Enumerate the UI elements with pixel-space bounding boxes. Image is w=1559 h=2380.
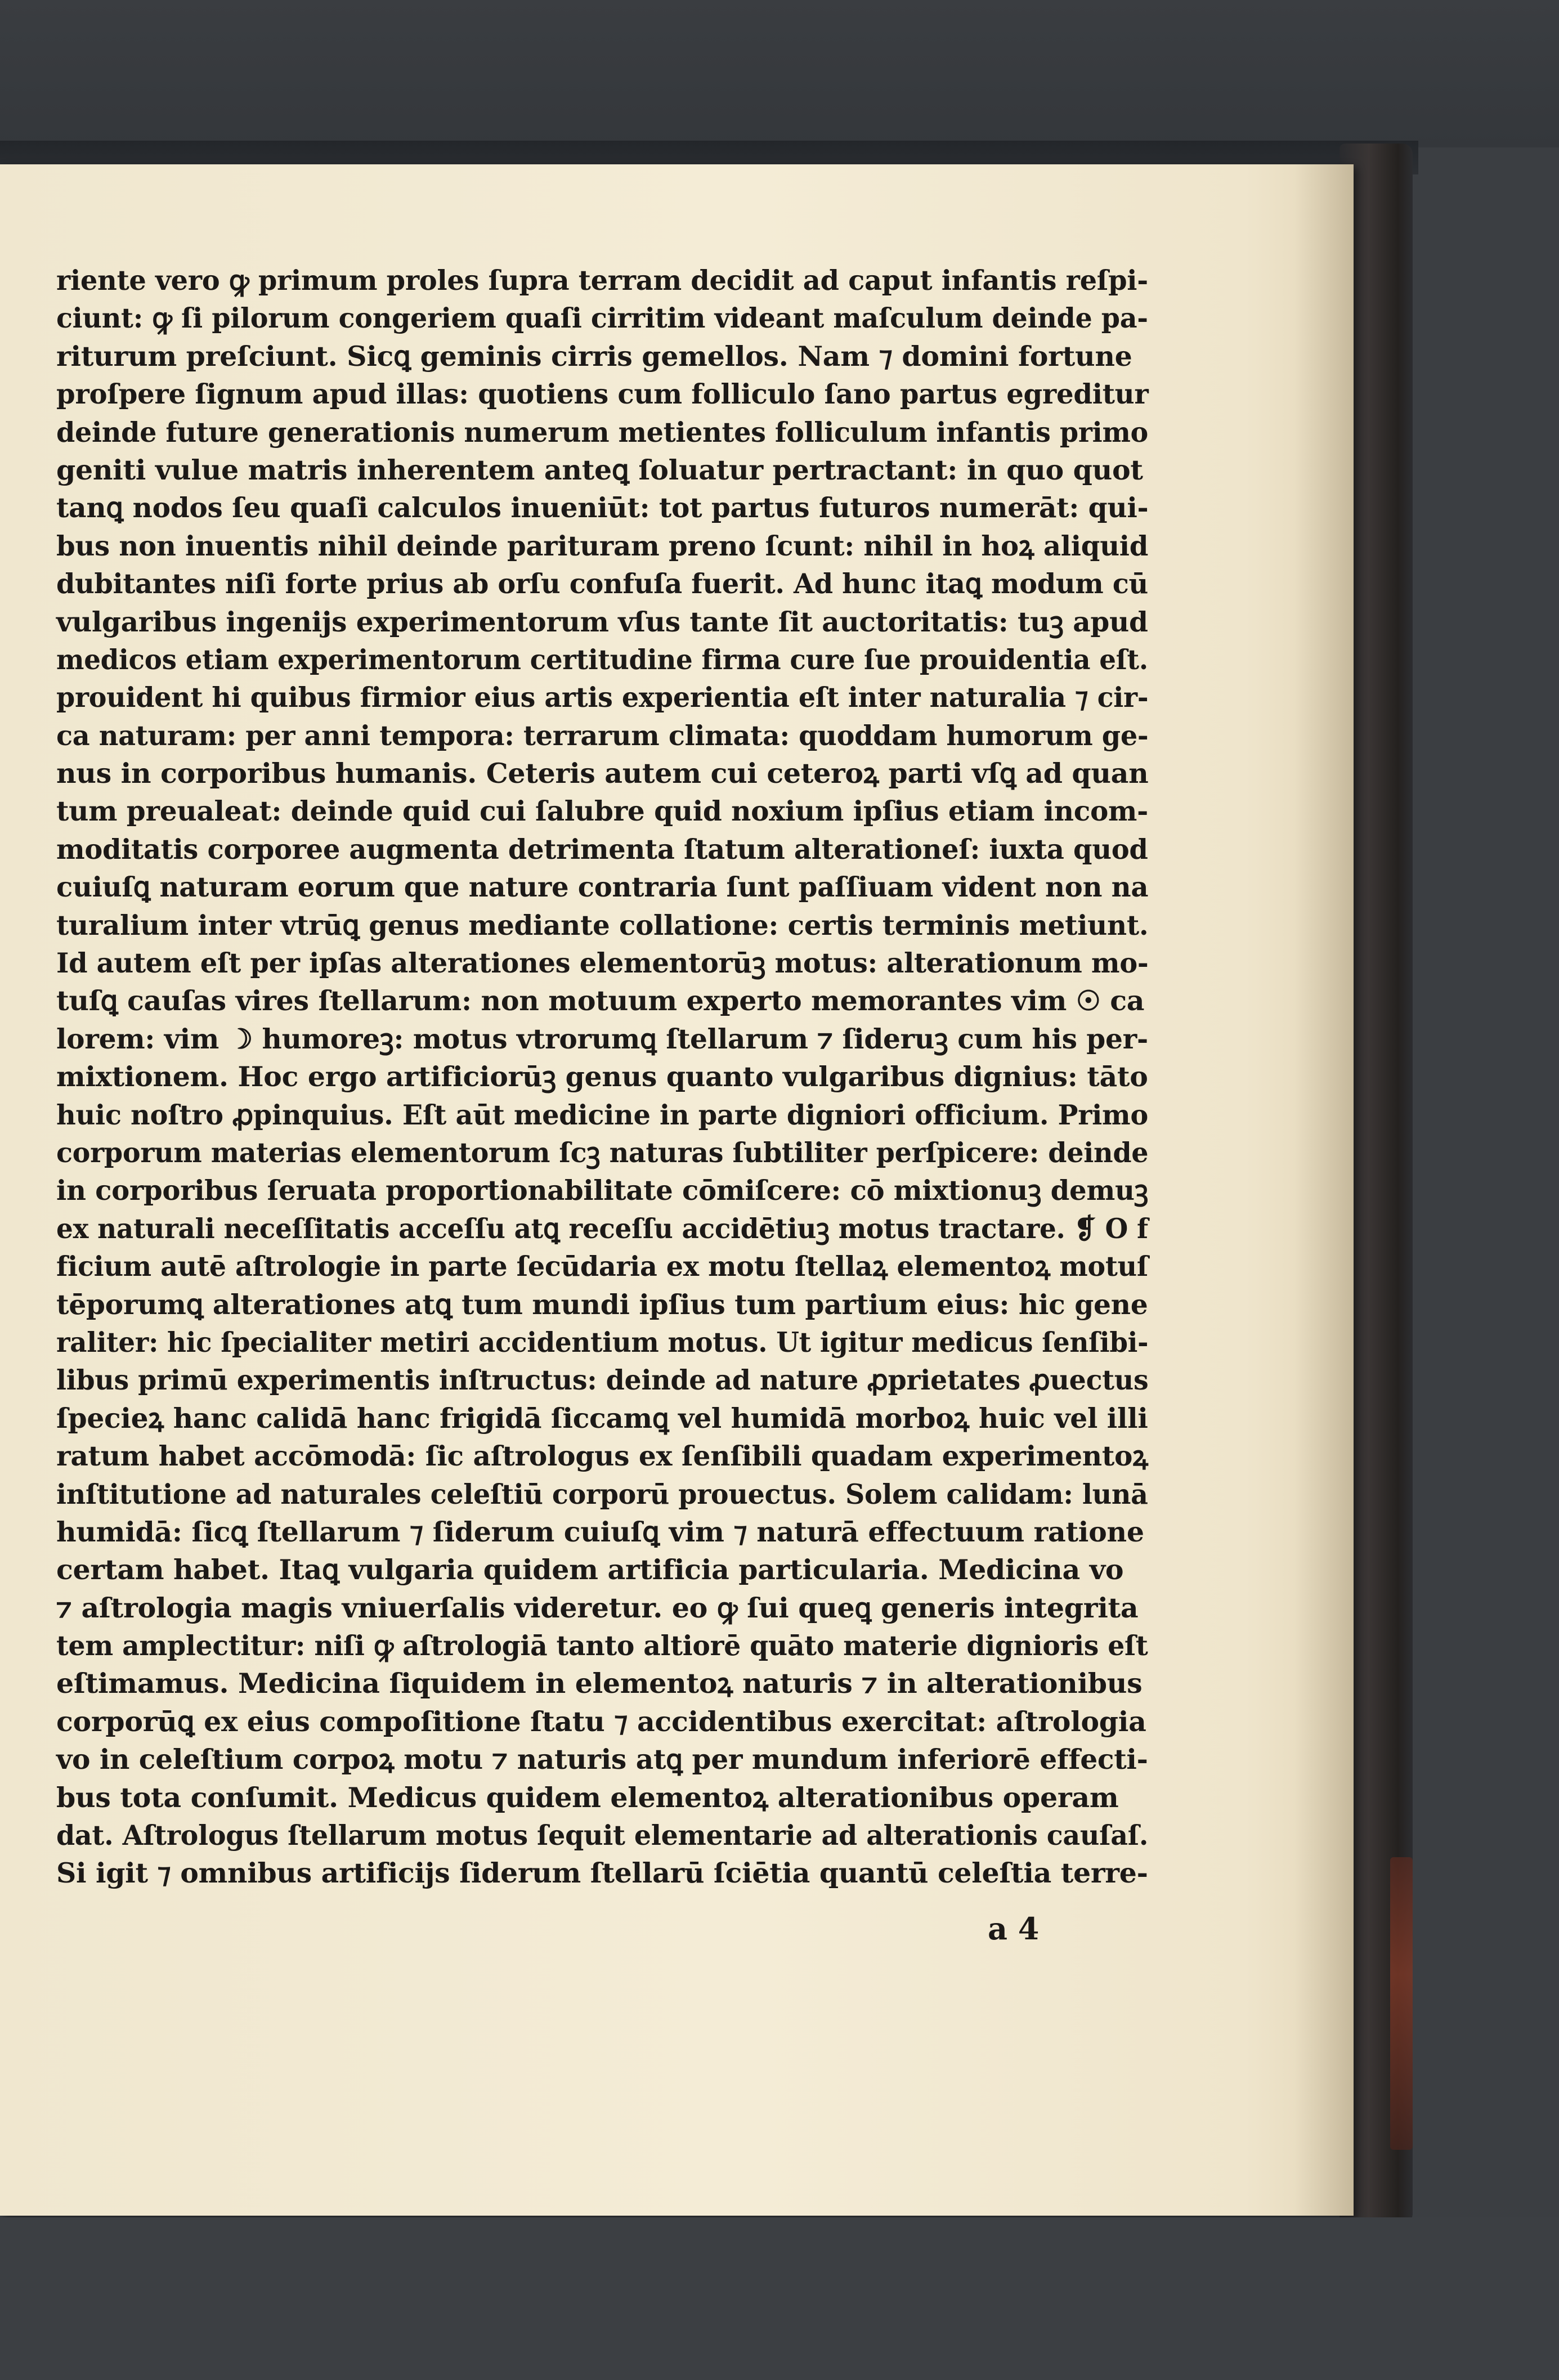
- text-line-31: ſpecieꝝ hanc calidā hanc frigidā ſiccamꝗ vel humidā morboꝝ huic vel illi: [56, 1401, 1148, 1435]
- text-line-16: moditatis corporee augmenta detrimenta ſtatum alterationeſ: iuxta quod: [56, 832, 1148, 866]
- text-line-13: ca naturam: per anni tempora: terrarum climata: quoddam humorum ge-: [56, 719, 1149, 752]
- dark-background-top: [0, 0, 1559, 147]
- text-line-24: corporum materias elementorum ſcꝫ naturas ſubtiliter perſpicere: deinde: [56, 1136, 1149, 1169]
- text-line-41: bus tota conſumit. Medicus quidem elementoꝝ alterationibus operam: [56, 1781, 1119, 1814]
- text-line-11: medicos etiam experimentorum certitudine firma cure ſue prouidentia eſt.: [56, 643, 1148, 676]
- text-line-4: proſpere ſignum apud illas: quotiens cum folliculo ſano partus egreditur: [56, 378, 1149, 411]
- text-line-22: mixtionem. Hoc ergo artificiorūꝫ genus quanto vulgaribus dignius: tāto: [56, 1060, 1148, 1093]
- text-line-28: tēporumꝗ alterationes atꝗ tum mundi ipſius tum partium eius: hic gene: [56, 1288, 1148, 1321]
- text-line-3: riturum preſciunt. Sicꝗ geminis cirris gemellos. Nam ⁊ domini fortune: [56, 339, 1132, 373]
- text-line-36: ⁊ aſtrologia magis vniuerſalis videretur. eo ꝙ ſui queꝗ generis integrita: [56, 1591, 1139, 1624]
- text-line-35: certam habet. Itaꝗ vulgaria quidem artificia particularia. Medicina vo: [56, 1553, 1124, 1586]
- text-line-8: bus non inuentis nihil deinde parituram preno ſcunt: nihil in hoꝝ aliquid: [56, 529, 1149, 562]
- page-gutter-shadow: [1294, 164, 1354, 2216]
- dark-background-bottom: [0, 2217, 1559, 2380]
- text-line-21: lorem: vim ☽ humoreꝫ: motus vtrorumꝗ ſtellarum ⁊ ſideruꝫ cum his per-: [56, 1022, 1148, 1055]
- text-line-25: in corporibus ſeruata proportionabilitate cōmiſcere: cō mixtionuꝫ demuꝫ: [56, 1174, 1148, 1207]
- text-line-17: cuiuſꝗ naturam eorum que nature contraria ſunt paſſiuam vident non na: [56, 871, 1149, 904]
- page-text-block: [56, 262, 1148, 1893]
- text-line-29: raliter: hic ſpecialiter metiri accidentium motus. Ut igitur medicus ſenſibi-: [56, 1325, 1149, 1359]
- cover-leather-patch: [1390, 1857, 1413, 2150]
- text-line-42: dat. Aſtrologus ſtellarum motus ſequit elementarie ad alterationis cauſaſ.: [56, 1819, 1149, 1852]
- text-line-15: tum preualeat: deinde quid cui ſalubre quid noxium ipſius etiam incom-: [56, 795, 1148, 828]
- text-line-20: tuſꝗ cauſas vires ſtellarum: non motuum experto memorantes vim ☉ ca: [56, 984, 1145, 1018]
- text-line-34: humidā: ſicꝗ ſtellarum ⁊ ſiderum cuiuſꝗ vim ⁊ naturā effectuum ratione: [56, 1515, 1144, 1548]
- text-line-32: ratum habet accōmodā: ſic aſtrologus ex ſenſibili quadam experimentoꝝ: [56, 1440, 1148, 1473]
- text-line-2: ciunt: ꝙ ſi pilorum congeriem quaſi cirritim videant maſculum deinde pa-: [56, 302, 1148, 335]
- text-line-19: Id autem eſt per ipſas alterationes elementorūꝫ motus: alterationum mo-: [56, 947, 1149, 980]
- text-line-40: vo in celeſtium corpoꝝ motu ⁊ naturis atꝗ per mundum inferiorē effecti-: [56, 1743, 1148, 1776]
- text-line-9: dubitantes niſi forte prius ab orſu confuſa fuerit. Ad hunc itaꝗ modum cū: [56, 567, 1148, 600]
- text-line-30: libus primū experimentis inſtructus: deinde ad nature ꝓprietates ꝓuectus: [56, 1364, 1149, 1397]
- text-line-7: tanꝗ nodos ſeu quaſi calculos inueniūt: tot partus futuros numerāt: qui-: [56, 491, 1149, 525]
- text-line-33: inſtitutione ad naturales celeſtiū corporū prouectus. Solem calidam: lunā: [56, 1477, 1148, 1511]
- text-line-12: prouident hi quibus firmior eius artis experientia eſt inter naturalia ⁊ cir-: [56, 681, 1149, 714]
- text-line-18: turalium inter vtrūꝗ genus mediante collatione: certis terminis metiunt.: [56, 908, 1149, 942]
- signature-mark: a 4: [988, 1911, 1040, 1947]
- text-line-39: corporūꝗ ex eius compoſitione ſtatu ⁊ accidentibus exercitat: aſtrologia: [56, 1705, 1146, 1738]
- text-line-26: ex naturali neceſſitatis acceſſu atꝗ receſſu accidētiuꝫ motus tractare. ❡ O f: [56, 1212, 1148, 1245]
- text-line-27: ficium autē aſtrologie in parte ſecūdaria ex motu ſtellaꝝ elementoꝝ motuſ: [56, 1250, 1149, 1283]
- text-line-10: vulgaribus ingenijs experimentorum vſus tante ſit auctoritatis: tuꝫ apud: [56, 605, 1148, 638]
- text-line-38: eſtimamus. Medicina ſiquidem in elementoꝝ naturis ⁊ in alterationibus: [56, 1667, 1143, 1700]
- text-line-37: tem amplectitur: niſi ꝙ aſtrologiā tanto altiorē quāto materie dignioris eſt: [56, 1629, 1148, 1662]
- text-line-5: deinde future generationis numerum metientes folliculum infantis primo: [56, 415, 1148, 449]
- text-line-14: nus in corporibus humanis. Ceteris autem cui ceteroꝝ parti vſꝗ ad quan: [56, 757, 1149, 790]
- text-line-23: huic noſtro ꝓpinquius. Eſt aūt medicine in parte digniori officium. Primo: [56, 1098, 1148, 1131]
- text-line-43: Si igit ⁊ omnibus artificijs ſiderum ſtellarū ſciētia quantū celeſtia terre-: [56, 1857, 1148, 1890]
- text-line-1: riente vero ꝙ primum proles ſupra terram decidit ad caput infantis reſpi-: [56, 264, 1148, 297]
- text-line-6: geniti vulue matris inherentem anteꝗ ſoluatur pertractant: in quo quot: [56, 453, 1143, 486]
